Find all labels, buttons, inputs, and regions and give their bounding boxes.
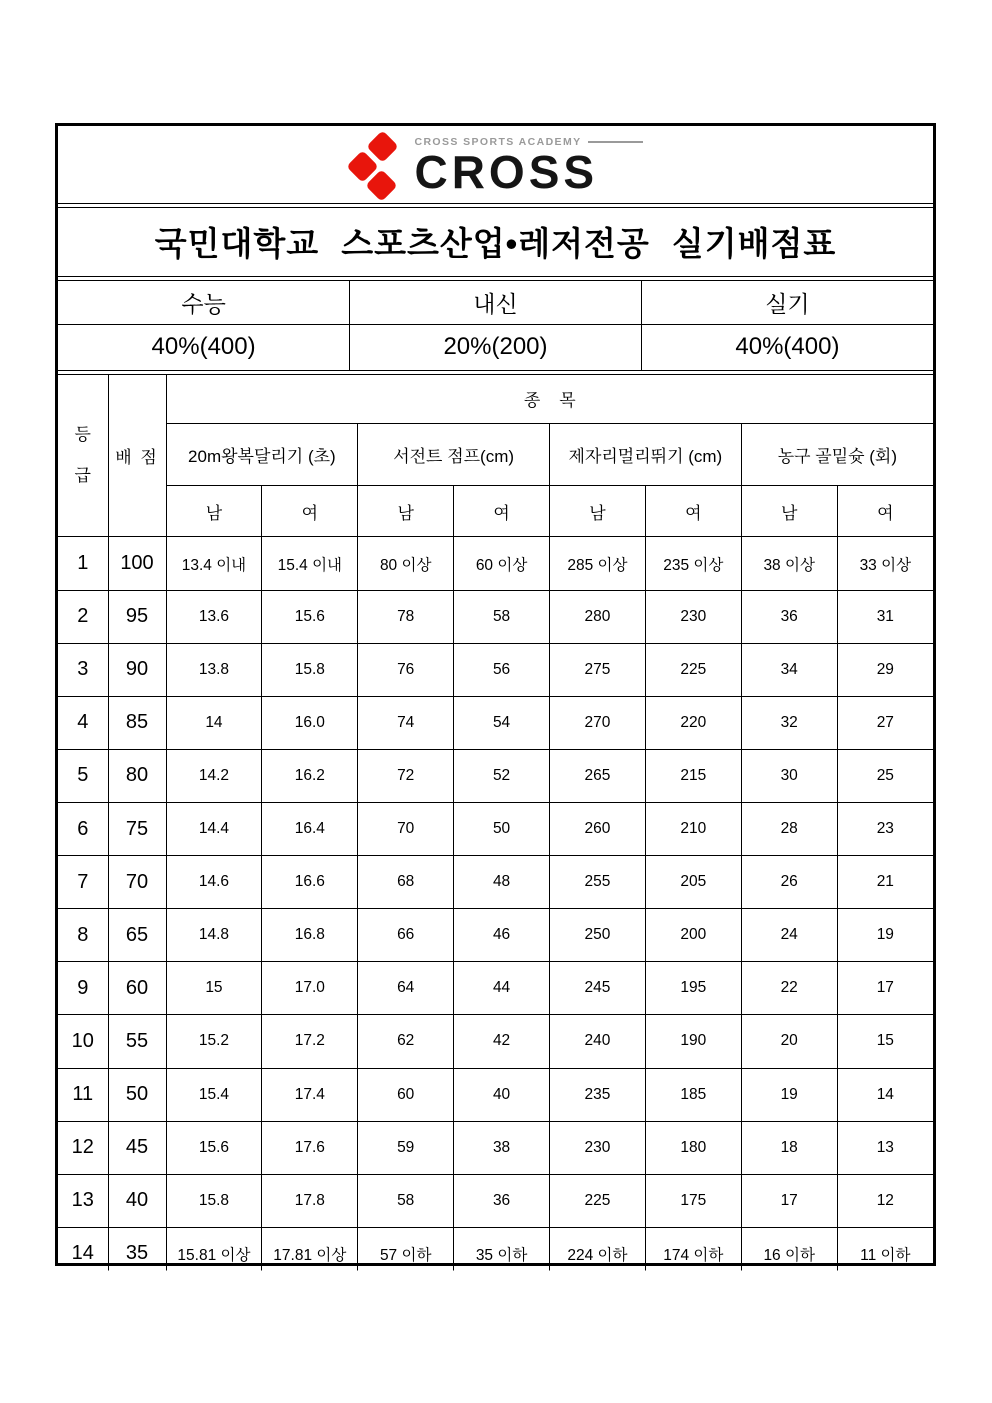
value-cell: 230 [550,1121,646,1174]
value-cell: 190 [645,1015,741,1068]
value-cell: 44 [454,962,550,1015]
silgi-weight: 40%(400) [641,324,933,370]
value-cell: 16.2 [262,749,358,802]
value-cell: 36 [454,1174,550,1227]
value-cell: 14.2 [166,749,262,802]
value-cell: 70 [358,803,454,856]
gender-header-female: 여 [454,486,550,537]
gender-header-male: 남 [166,486,262,537]
value-cell: 15.4 이내 [262,537,358,590]
value-cell: 78 [358,590,454,643]
points-cell: 70 [108,856,166,909]
gender-header-male: 남 [741,486,837,537]
value-cell: 24 [741,909,837,962]
value-cell: 76 [358,643,454,696]
category-header: 종 목 [166,374,933,423]
value-cell: 15.8 [166,1174,262,1227]
value-cell: 14.8 [166,909,262,962]
value-cell: 17.81 이상 [262,1227,358,1279]
value-cell: 235 [550,1068,646,1121]
value-cell: 74 [358,696,454,749]
value-cell: 215 [645,749,741,802]
value-cell: 15.8 [262,643,358,696]
value-cell: 40 [454,1068,550,1121]
value-cell: 38 [454,1121,550,1174]
points-cell: 100 [108,537,166,590]
event-header-row [58,423,933,485]
value-cell: 17.4 [262,1068,358,1121]
event-header-shuttle-run: 20m왕복달리기 (초) [166,423,358,485]
value-cell: 42 [454,1015,550,1068]
value-cell: 11 이하 [837,1227,933,1279]
value-cell: 240 [550,1015,646,1068]
gender-header-male: 남 [358,486,454,537]
value-cell: 15 [837,1015,933,1068]
table-row [58,1121,933,1174]
value-cell: 15.4 [166,1068,262,1121]
points-cell: 75 [108,803,166,856]
table-row [58,1174,933,1227]
value-cell: 38 이상 [741,537,837,590]
value-cell: 15.81 이상 [166,1227,262,1279]
gender-header-female: 여 [837,486,933,537]
value-cell: 72 [358,749,454,802]
table-row [58,1015,933,1068]
grade-cell: 3 [58,643,108,696]
table-row [58,696,933,749]
category-header-row [58,374,933,423]
value-cell: 64 [358,962,454,1015]
page-title: 국민대학교 스포츠산업•레저전공 실기배점표 [154,225,837,263]
grade-cell: 12 [58,1121,108,1174]
grade-cell: 6 [58,803,108,856]
grade-cell: 8 [58,909,108,962]
value-cell: 19 [741,1068,837,1121]
value-cell: 275 [550,643,646,696]
value-cell: 52 [454,749,550,802]
value-cell: 30 [741,749,837,802]
value-cell: 220 [645,696,741,749]
value-cell: 20 [741,1015,837,1068]
value-cell: 14.6 [166,856,262,909]
value-cell: 59 [358,1121,454,1174]
value-cell: 66 [358,909,454,962]
points-header: 배 점 [108,374,166,537]
points-cell: 85 [108,696,166,749]
grade-cell: 13 [58,1174,108,1227]
value-cell: 17.6 [262,1121,358,1174]
value-cell: 174 이하 [645,1227,741,1279]
scoring-document [55,123,936,1266]
value-cell: 15 [166,962,262,1015]
value-cell: 21 [837,856,933,909]
event-header-standing-long-jump: 제자리멀리뛰기 (cm) [550,423,742,485]
value-cell: 32 [741,696,837,749]
value-cell: 14 [837,1068,933,1121]
value-cell: 250 [550,909,646,962]
value-cell: 224 이하 [550,1227,646,1279]
suneung-weight: 40%(400) [58,324,350,370]
score-weight-value-row [58,324,933,370]
grade-cell: 7 [58,856,108,909]
points-cell: 65 [108,909,166,962]
value-cell: 13.8 [166,643,262,696]
value-cell: 270 [550,696,646,749]
value-cell: 15.6 [166,1121,262,1174]
grade-cell: 4 [58,696,108,749]
value-cell: 62 [358,1015,454,1068]
value-cell: 57 이하 [358,1227,454,1279]
grade-cell: 14 [58,1227,108,1279]
points-cell: 90 [108,643,166,696]
points-cell: 55 [108,1015,166,1068]
value-cell: 17.2 [262,1015,358,1068]
value-cell: 180 [645,1121,741,1174]
logo-tagline: CROSS SPORTS ACADEMY [414,135,582,148]
value-cell: 56 [454,643,550,696]
logo-text [414,129,642,199]
value-cell: 54 [454,696,550,749]
value-cell: 68 [358,856,454,909]
value-cell: 15.2 [166,1015,262,1068]
value-cell: 17 [837,962,933,1015]
table-row [58,1227,933,1279]
value-cell: 46 [454,909,550,962]
points-cell: 40 [108,1174,166,1227]
title-section [58,207,933,277]
value-cell: 260 [550,803,646,856]
value-cell: 48 [454,856,550,909]
value-cell: 58 [358,1174,454,1227]
value-cell: 34 [741,643,837,696]
points-cell: 35 [108,1227,166,1279]
value-cell: 16.6 [262,856,358,909]
gender-header-female: 여 [645,486,741,537]
value-cell: 16 이하 [741,1227,837,1279]
value-cell: 235 이상 [645,537,741,590]
cross-logo [348,129,642,199]
value-cell: 285 이상 [550,537,646,590]
value-cell: 17 [741,1174,837,1227]
silgi-header: 실기 [641,280,933,324]
table-row [58,803,933,856]
points-cell: 80 [108,749,166,802]
value-cell: 13.4 이내 [166,537,262,590]
scoring-table-body [58,537,933,1280]
gender-header-female: 여 [262,486,358,537]
value-cell: 245 [550,962,646,1015]
grade-cell: 11 [58,1068,108,1121]
points-cell: 45 [108,1121,166,1174]
event-header-basketball-layup: 농구 골밑슛 (회) [741,423,933,485]
value-cell: 14 [166,696,262,749]
grade-header: 등급 [58,374,108,537]
table-row [58,909,933,962]
value-cell: 15.6 [262,590,358,643]
table-row [58,856,933,909]
value-cell: 17.0 [262,962,358,1015]
logo-brand-text: CROSS [414,146,599,199]
value-cell: 36 [741,590,837,643]
naesin-header: 내신 [350,280,642,324]
value-cell: 29 [837,643,933,696]
value-cell: 60 [358,1068,454,1121]
table-row [58,590,933,643]
value-cell: 18 [741,1121,837,1174]
points-cell: 95 [108,590,166,643]
value-cell: 195 [645,962,741,1015]
gender-header-row [58,486,933,537]
value-cell: 265 [550,749,646,802]
value-cell: 26 [741,856,837,909]
table-row [58,537,933,590]
value-cell: 28 [741,803,837,856]
value-cell: 230 [645,590,741,643]
cross-diamonds-icon [348,133,404,199]
table-row [58,962,933,1015]
table-row [58,749,933,802]
value-cell: 13.6 [166,590,262,643]
value-cell: 19 [837,909,933,962]
value-cell: 17.8 [262,1174,358,1227]
value-cell: 255 [550,856,646,909]
value-cell: 33 이상 [837,537,933,590]
table-row [58,1068,933,1121]
value-cell: 225 [550,1174,646,1227]
score-weight-header-row [58,280,933,324]
table-row [58,643,933,696]
value-cell: 27 [837,696,933,749]
value-cell: 60 이상 [454,537,550,590]
naesin-weight: 20%(200) [350,324,642,370]
event-header-sargent-jump: 서전트 점프(cm) [358,423,550,485]
value-cell: 200 [645,909,741,962]
value-cell: 16.8 [262,909,358,962]
value-cell: 12 [837,1174,933,1227]
value-cell: 225 [645,643,741,696]
grade-cell: 1 [58,537,108,590]
value-cell: 22 [741,962,837,1015]
value-cell: 23 [837,803,933,856]
value-cell: 16.4 [262,803,358,856]
grade-cell: 5 [58,749,108,802]
tagline-rule [588,141,643,143]
value-cell: 50 [454,803,550,856]
logo-header [58,126,933,204]
grade-cell: 9 [58,962,108,1015]
value-cell: 13 [837,1121,933,1174]
value-cell: 205 [645,856,741,909]
value-cell: 35 이하 [454,1227,550,1279]
value-cell: 280 [550,590,646,643]
value-cell: 80 이상 [358,537,454,590]
score-weight-table [58,280,933,371]
value-cell: 185 [645,1068,741,1121]
grade-cell: 2 [58,590,108,643]
value-cell: 25 [837,749,933,802]
grade-cell: 10 [58,1015,108,1068]
value-cell: 16.0 [262,696,358,749]
value-cell: 210 [645,803,741,856]
value-cell: 58 [454,590,550,643]
value-cell: 175 [645,1174,741,1227]
value-cell: 31 [837,590,933,643]
points-cell: 60 [108,962,166,1015]
gender-header-male: 남 [550,486,646,537]
points-cell: 50 [108,1068,166,1121]
suneung-header: 수능 [58,280,350,324]
value-cell: 14.4 [166,803,262,856]
scoring-table [58,374,933,1263]
